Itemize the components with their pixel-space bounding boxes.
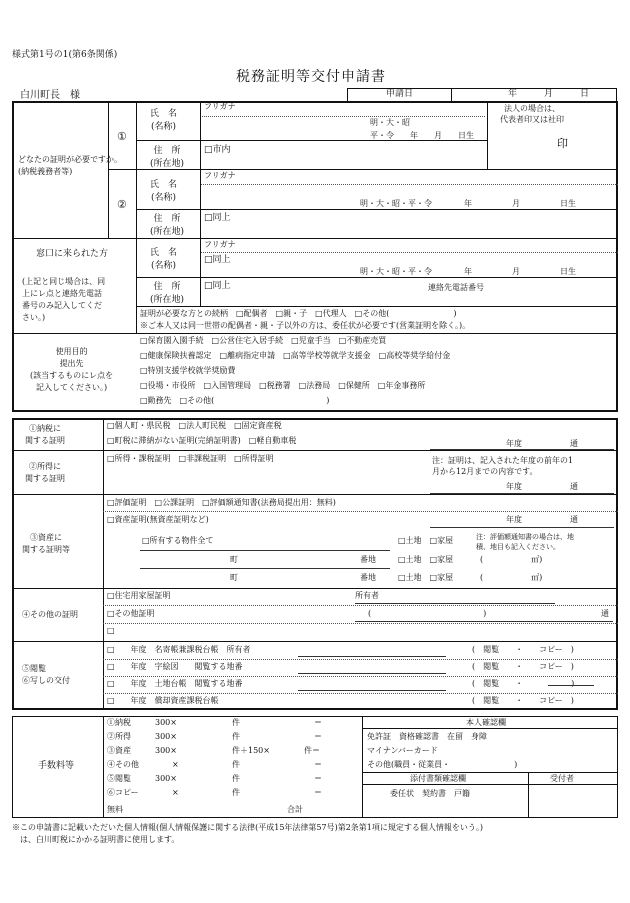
subject-1-address-label: 住 所 (所在地) <box>150 146 185 169</box>
fee-unit-2[interactable]: 件 <box>232 732 240 741</box>
fee-unit-1[interactable]: 件 <box>232 718 240 727</box>
visitor-name-label: 氏 名 (名称) <box>150 248 178 271</box>
fee-price-3: 300× <box>155 746 177 755</box>
subject-1-era-2: 平・令 年 月 日生 <box>370 131 474 140</box>
purpose-line-1[interactable]: □保育園入園手続 □公営住宅入居手続 □児童手当 □不動産売買 <box>140 336 387 345</box>
visitor-address-label: 住 所 (所在地) <box>150 282 185 305</box>
fee-eq-4[interactable]: ＝ <box>314 760 322 769</box>
view-item-4[interactable]: □ 年度 償却資産課税台帳 <box>107 696 219 705</box>
relation-line[interactable]: 証明が必要な方との続柄 □配偶者 □親・子 □代理人 □その他( ) <box>140 309 457 318</box>
other-cert-line-2[interactable]: □その他証明 <box>107 609 155 618</box>
form-title: 税務証明等交付申請書 <box>236 69 386 85</box>
visitor-label: 窓口に来られた方 <box>36 249 109 259</box>
subject-1-number: ① <box>117 130 127 143</box>
asset-row-1-sqm[interactable]: ( ㎡) <box>480 555 543 564</box>
other-cert-paren[interactable]: ( ) <box>368 609 487 618</box>
visitor-address-check[interactable]: □同上 <box>204 281 231 291</box>
relation-note: ※ご本人又は同一世帯の配偶者・親・子以外の方は、委任状が必要です(営業証明を除く。)。 <box>140 321 471 330</box>
subject-2-address-label: 住 所 (所在地) <box>150 214 185 237</box>
asset-land-house-3[interactable]: □土地 □家屋 <box>398 573 454 582</box>
fee-price-6[interactable]: × <box>172 788 179 797</box>
view-label: ⑤閲覧 ⑥写しの交付 <box>22 664 70 685</box>
other-cert-line-3[interactable]: □ <box>107 626 115 635</box>
other-cert-owner: 所有者 <box>355 591 379 600</box>
fee-unit-5[interactable]: 件 <box>232 774 240 783</box>
identity-line-3[interactable]: その他(職員・従業員・ ) <box>367 760 518 769</box>
fee-eq-6[interactable]: ＝ <box>314 788 322 797</box>
fee-price-5: 300× <box>155 774 177 783</box>
identity-line-2[interactable]: マイナンバーカード <box>367 746 438 755</box>
subject-1-address-check[interactable]: □市内 <box>204 145 231 155</box>
corp-seal-note: 法人の場合は、 代表者印又は社印 <box>500 104 564 124</box>
subject-1-furigana[interactable]: フリガナ <box>204 102 236 111</box>
date-value[interactable]: 年 月 日 <box>508 89 590 99</box>
view-item-1[interactable]: □ 年度 名寄帳兼課税台帳 所有者 <box>107 645 251 654</box>
visitor-note: (上記と同じ場合は、同 上にレ点と連絡先電話 番号のみ記入してくだ さい。) <box>22 277 106 322</box>
fee-eq-5[interactable]: ＝ <box>314 774 322 783</box>
income-cert-year[interactable]: 年度 通 <box>506 482 578 491</box>
income-cert-line-1[interactable]: □所得・課税証明 □非課税証明 □所得証明 <box>107 454 274 463</box>
tax-cert-line-1[interactable]: □個人町・県民税 □法人町民税 □固定資産税 <box>107 421 282 430</box>
asset-row-1-lot: 番地 <box>360 555 376 564</box>
asset-row-2-sqm[interactable]: ( ㎡) <box>480 573 543 582</box>
tax-cert-label: ①納税に 関する証明 <box>25 424 65 445</box>
view-option-4[interactable]: ( 閲覧 ・ コピー ) <box>472 696 574 705</box>
asset-cert-line-2[interactable]: □資産証明(無資産証明など) <box>107 515 209 524</box>
view-item-3[interactable]: □ 年度 土地台帳 閲覧する地番 <box>107 679 243 688</box>
purpose-label: 使用目的 提出先 (該当するものにレ点を 記入してください。) <box>30 347 114 392</box>
asset-land-house-2[interactable]: □土地 □家屋 <box>398 555 454 564</box>
fee-free[interactable]: 無料 <box>107 805 123 814</box>
asset-cert-label: ③資産に 関する証明等 <box>22 533 70 554</box>
asset-all-property[interactable]: □所有する物件全て <box>142 536 214 545</box>
visitor-furigana[interactable]: フリガナ <box>204 240 236 249</box>
subject-1-era-1: 明・大・昭 <box>370 118 410 127</box>
asset-land-house-1[interactable]: □土地 □家屋 <box>398 536 454 545</box>
asset-note: 注：評価額通知書の場合は、地 積、地目も記入ください。 <box>476 533 574 551</box>
addressee: 白川町長 様 <box>20 90 80 101</box>
income-cert-note: 注：証明は、記入された年度の前年の1 月から12月までの内容です。 <box>432 456 574 476</box>
visitor-era: 明・大・昭・平・令 年 月 日生 <box>360 267 576 276</box>
subject-2-address-check[interactable]: □同上 <box>204 213 231 223</box>
identity-title: 本人確認欄 <box>466 718 506 727</box>
fee-label: 手数料等 <box>38 761 75 771</box>
privacy-note: ※この申請書に記載いただいた個人情報(個人情報保護に関する法律(平成15年法律第57号)第2条第1項に規定する個人情報をいう。) は、白川町税にかかる証明書に使用します。 <box>12 823 484 844</box>
view-item-2[interactable]: □ 年度 字絵図 閲覧する地番 <box>107 662 243 671</box>
asset-row-2-town: 町 <box>230 573 238 582</box>
identity-line-1[interactable]: 免許証 資格確認書 在留 身障 <box>367 732 487 741</box>
fee-unit-4[interactable]: 件 <box>232 760 240 769</box>
other-cert-line-1[interactable]: □住宅用家屋証明 <box>107 591 171 600</box>
fee-name-1: ①納税 <box>107 718 131 727</box>
phone-label: 連絡先電話番号 <box>428 283 484 292</box>
seal-mark: 印 <box>557 137 568 150</box>
fee-name-2: ②所得 <box>107 732 131 741</box>
fee-name-5: ⑤閲覧 <box>107 774 131 783</box>
fee-name-6: ⑥コピー <box>107 788 139 797</box>
asset-row-1-town: 町 <box>230 555 238 564</box>
subject-2-name-label: 氏 名 (名称) <box>150 180 178 203</box>
subject-2-furigana[interactable]: フリガナ <box>204 171 236 180</box>
asset-cert-line-1[interactable]: □評価証明 □公課証明 □評価額通知書(法務局提出用：無料) <box>107 498 336 507</box>
fee-price-1: 300× <box>155 718 177 727</box>
other-cert-count: 通 <box>601 609 609 618</box>
visitor-same-check[interactable]: □同上 <box>204 255 231 265</box>
purpose-line-5[interactable]: □勤務先 □その他( ) <box>140 396 330 405</box>
tax-cert-year[interactable]: 年度 通 <box>506 439 578 448</box>
purpose-line-4[interactable]: □役場・市役所 □入国管理局 □税務署 □法務局 □保健所 □年金事務所 <box>140 381 426 390</box>
view-option-3[interactable]: ( 閲覧 ・ ) <box>472 679 575 688</box>
fee-unit-3[interactable]: 件＋150× <box>232 746 270 755</box>
fee-price-4[interactable]: × <box>172 760 179 769</box>
docs-title: 添付書類確認欄 <box>410 774 466 783</box>
fee-unit-6[interactable]: 件 <box>232 788 240 797</box>
other-cert-label: ④その他の証明 <box>22 610 78 619</box>
date-label: 申請日 <box>386 89 414 99</box>
fee-name-3: ③資産 <box>107 746 131 755</box>
purpose-line-2[interactable]: □健康保険扶養認定 □離病指定申請 □高等学校等就学支援金 □高校等奨学給付金 <box>140 351 451 360</box>
fee-eq-2[interactable]: ＝ <box>314 732 322 741</box>
docs-line[interactable]: 委任状 契約書 戸籍 <box>390 789 470 798</box>
subject-1-name-label: 氏 名 (名称) <box>150 109 178 132</box>
subject-label: どなたの証明が必要ですか。 (納税義務者等) <box>18 155 122 176</box>
subject-2-number: ② <box>117 198 127 211</box>
fee-eq-3[interactable]: 件＝ <box>304 746 320 755</box>
fee-price-2: 300× <box>155 732 177 741</box>
asset-cert-year[interactable]: 年度 通 <box>506 515 578 524</box>
form-number: 様式第1号の1(第6条関係) <box>12 50 118 60</box>
fee-total[interactable]: 合計 <box>287 805 303 814</box>
fee-eq-1[interactable]: ＝ <box>314 718 322 727</box>
tax-cert-line-2[interactable]: □町税に滞納がない証明(完納証明書) □軽自動車税 <box>107 436 297 445</box>
view-option-1[interactable]: ( 閲覧 ・ コピー ) <box>472 645 574 654</box>
income-cert-label: ②所得に 関する証明 <box>25 462 65 483</box>
receiver-label: 受付者 <box>550 774 574 783</box>
subject-2-era: 明・大・昭・平・令 年 月 日生 <box>360 199 576 208</box>
purpose-line-3[interactable]: □特別支援学校就学奨励費 <box>140 366 236 375</box>
view-option-2[interactable]: ( 閲覧 ・ コピー ) <box>472 662 574 671</box>
fee-name-4: ④その他 <box>107 760 139 769</box>
asset-row-2-lot: 番地 <box>360 573 376 582</box>
